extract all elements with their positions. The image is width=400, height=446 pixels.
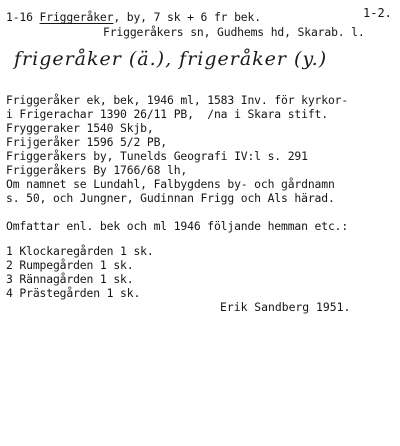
signature: Erik Sandberg 1951. [220,300,351,314]
heading-name: Friggeråker [39,10,114,24]
heading-rest: , by, 7 sk + 6 fr bek. [113,10,261,24]
body-line: Frijgeråker 1596 5/2 PB, [6,135,167,149]
body-line: i Frigerachar 1390 26/11 PB, /na i Skara stift. [6,107,328,121]
body-line: Om namnet se Lundahl, Falbygdens by- och gårdnamn [6,177,335,191]
hemman-item: 3 Rännagården 1 sk. [6,272,134,286]
handwritten-pronunciation: frigeråker (ä.), frigeråker (y.) [14,48,328,70]
body-line: Fryggeraker 1540 Skjb, [6,121,154,135]
hemman-item: 2 Rumpegården 1 sk. [6,258,134,272]
heading-parish: Friggeråkers sn, Gudhems hd, Skarab. l. [103,25,365,39]
card-heading [6,10,261,24]
body-line: Friggeråker ek, bek, 1946 ml, 1583 Inv. för kyrkor- [6,93,349,107]
hemman-intro: Omfattar enl. bek och ml 1946 följande hemman etc.: [6,219,349,233]
heading-prefix: 1-16 [6,10,40,24]
hemman-item: 4 Prästegården 1 sk. [6,286,141,300]
hemman-item: 1 Klockaregården 1 sk. [6,244,154,258]
card-number: 1-2. [363,6,392,20]
body-line: s. 50, och Jungner, Gudinnan Frigg och Als härad. [6,191,335,205]
body-line: Friggeråkers By 1766/68 lh, [6,163,188,177]
body-line: Friggeråkers by, Tunelds Geografi IV:l s. 291 [6,149,308,163]
